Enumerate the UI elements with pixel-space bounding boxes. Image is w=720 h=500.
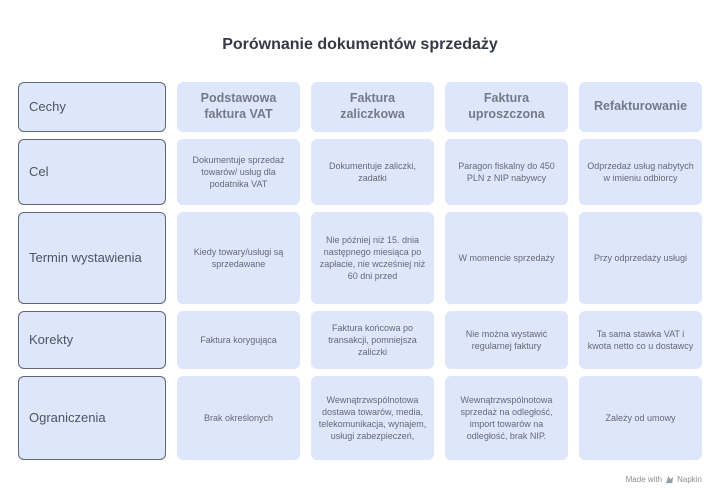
made-with-label: Made with xyxy=(625,475,663,484)
header-cell-features: Cechy xyxy=(18,82,166,132)
header-cell-basic-invoice: Podstawowa faktura VAT xyxy=(177,82,300,132)
table-cell: W momencie sprzedaży xyxy=(445,212,568,304)
table-cell: Nie można wystawić regularnej faktury xyxy=(445,311,568,369)
table-cell: Dokumentuje zaliczki, zadatki xyxy=(311,139,434,205)
table-cell: Faktura korygująca xyxy=(177,311,300,369)
page-title: Porównanie dokumentów sprzedaży xyxy=(222,36,498,53)
brand-label: Napkin xyxy=(677,475,702,484)
table-cell: Dokumentuje sprzedaż towarów/ usług dla podatnika VAT xyxy=(177,139,300,205)
row-label-purpose: Cel xyxy=(18,139,166,205)
table-cell: Zależy od umowy xyxy=(579,376,702,460)
napkin-logo-icon xyxy=(665,475,674,484)
table-cell: Kiedy towary/usługi są sprzedawane xyxy=(177,212,300,304)
row-label-issue-date: Termin wystawienia xyxy=(18,212,166,304)
header-cell-simplified-invoice: Faktura uproszczona xyxy=(445,82,568,132)
table-cell: Przy odprzedaży usługi xyxy=(579,212,702,304)
row-label-limitations: Ograniczenia xyxy=(18,376,166,460)
comparison-table xyxy=(18,82,700,460)
table-cell: Ta sama stawka VAT i kwota netto co u dostawcy xyxy=(579,311,702,369)
table-cell: Odprzedaż usług nabytych w imieniu odbiorcy xyxy=(579,139,702,205)
table-cell: Faktura końcowa po transakcji, pomniejsza zaliczki xyxy=(311,311,434,369)
row-label-corrections: Korekty xyxy=(18,311,166,369)
table-cell: Nie później niż 15. dnia następnego miesiąca po zapłacie, nie wcześniej niż 60 dni przed xyxy=(311,212,434,304)
table-cell: Wewnątrzwspólnotowa dostawa towarów, media, telekomunikacja, wynajem, usługi zabezpieczeń, xyxy=(311,376,434,460)
table-cell: Brak określonych xyxy=(177,376,300,460)
made-with-credit xyxy=(626,475,702,484)
table-cell: Paragon fiskalny do 450 PLN z NIP nabywcy xyxy=(445,139,568,205)
table-cell: Wewnątrzwspólnotowa sprzedaż na odległość, import towarów na odległość, brak NIP. xyxy=(445,376,568,460)
header-cell-advance-invoice: Faktura zaliczkowa xyxy=(311,82,434,132)
header-cell-reinvoicing: Refakturowanie xyxy=(579,82,702,132)
